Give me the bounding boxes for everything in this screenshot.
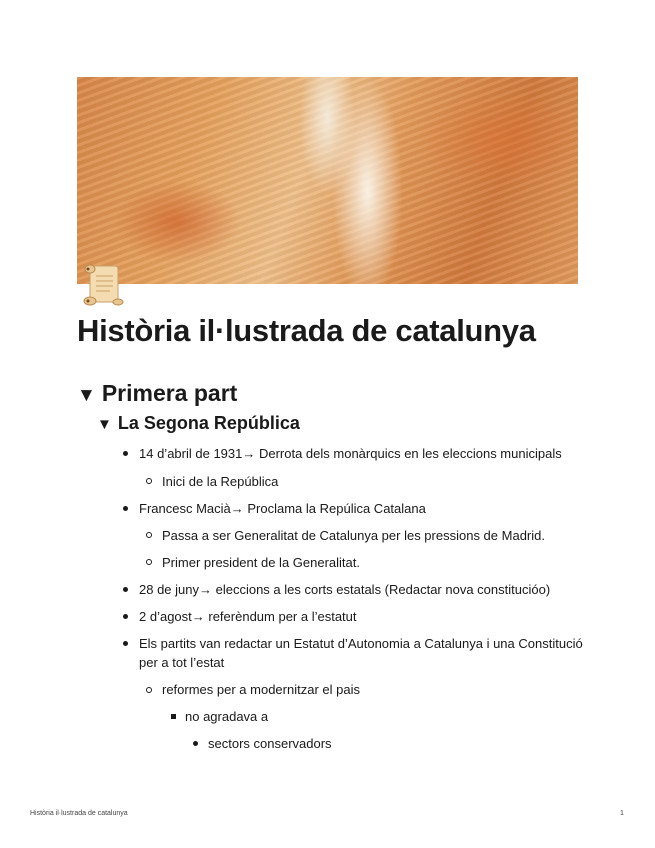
list-item: Primer president de la Generalitat.	[162, 555, 360, 570]
list-item: Els partits van redactar un Estatut d’Autonomia a Catalunya i una Constitució	[139, 636, 583, 651]
bullet-disc	[123, 614, 128, 619]
bullet-circle	[146, 478, 152, 484]
scroll-icon	[80, 263, 126, 307]
list-item: Inici de la República	[162, 474, 279, 489]
list-item-continuation: per a tot l’estat	[139, 655, 225, 670]
bullet-square	[171, 714, 176, 719]
list-item: 28 de juny→ eleccions a les corts estatals (Redactar nova constitucióo)	[139, 582, 551, 597]
bullet-circle	[146, 559, 152, 565]
list-item: sectors conservadors	[208, 736, 332, 751]
list-item: Francesc Macià→ Proclama la Repúlica Catalana	[139, 501, 426, 516]
subsection-heading: La Segona República	[117, 413, 300, 433]
list-item: 2 d’agost→ referèndum per a l’estatut	[139, 609, 357, 624]
bullet-disc	[193, 741, 198, 746]
page-number: 1	[620, 810, 624, 817]
subsection-toggle-segona-republica[interactable]	[97, 413, 300, 434]
list-item: 14 d’abril de 1931→ Derrota dels monàrquics en les eleccions municipals	[139, 446, 562, 461]
list-item: no agradava a	[185, 709, 269, 724]
triangle-down-icon[interactable]: ▼	[97, 416, 112, 433]
bullet-circle	[146, 687, 152, 693]
section-heading: Primera part	[101, 380, 238, 406]
page-title: Història il·lustrada de catalunya	[77, 313, 536, 348]
cover-image	[77, 77, 578, 284]
section-toggle-primera-part[interactable]	[77, 380, 237, 407]
bullet-disc	[123, 451, 128, 456]
footer-title: Història il·lustrada de catalunya	[30, 810, 128, 817]
list-item: Passa a ser Generalitat de Catalunya per les pressions de Madrid.	[162, 528, 545, 543]
bullet-disc	[123, 587, 128, 592]
triangle-down-icon[interactable]: ▼	[77, 385, 96, 406]
bullet-disc	[123, 641, 128, 646]
bullet-disc	[123, 506, 128, 511]
list-item: reformes per a modernitzar el pais	[162, 682, 360, 697]
bullet-circle	[146, 532, 152, 538]
